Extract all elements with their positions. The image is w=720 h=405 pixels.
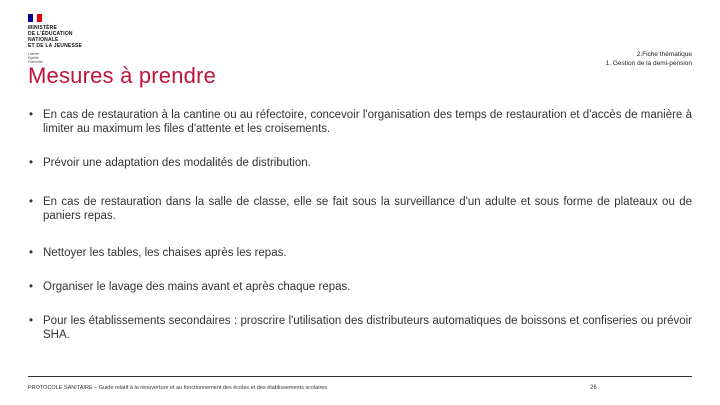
list-item: • Organiser le lavage des mains avant et après chaque repas. [28,280,692,294]
list-item: • Pour les établissements secondaires : proscrire l'utilisation des distributeurs automatiques de boissons et confiseries ou prévoir SHA. [28,314,692,342]
footer-caption: PROTOCOLE SANITAIRE – Guide relatif à la réouverture et au fonctionnement des écoles et des établissements scolaires [28,385,328,391]
list-item: • En cas de restauration dans la salle de classe, elle se fait sous la surveillance d'un adulte et sous forme de plateaux ou de paniers repas. [28,195,692,223]
list-item: • En cas de restauration à la cantine ou au réfectoire, concevoir l'organisation des temps de restauration et d'accès de manière à limiter au maximum les files d'attente et les croisements. [28,108,692,136]
footer-divider [28,376,692,377]
motto-line: Liberté [28,52,39,56]
page-number: 26 [590,385,597,391]
motto-line: Fraternité [28,60,43,64]
page-title: Mesures à prendre [28,63,217,88]
french-flag-icon [28,14,42,22]
motto-line: Égalité [28,56,39,60]
logo-line: ET DE LA JEUNESSE [28,43,83,49]
flag-red-stripe [37,14,42,22]
list-item: • Prévoir une adaptation des modalités de distribution. [28,156,692,170]
measures-list [28,108,692,342]
section-topic-label: 1. Gestion de la demi-pension [605,60,692,67]
section-reference [606,50,692,68]
ministry-logo [28,14,98,64]
list-item: • Nettoyer les tables, les chaises après les repas. [28,246,692,260]
section-sheet-label: 2.Fiche thématique [636,51,692,58]
logo-line: MINISTÈRE [28,25,58,31]
logo-line: DE L'ÉDUCATION [28,31,73,37]
logo-line: NATIONALE [28,37,59,43]
